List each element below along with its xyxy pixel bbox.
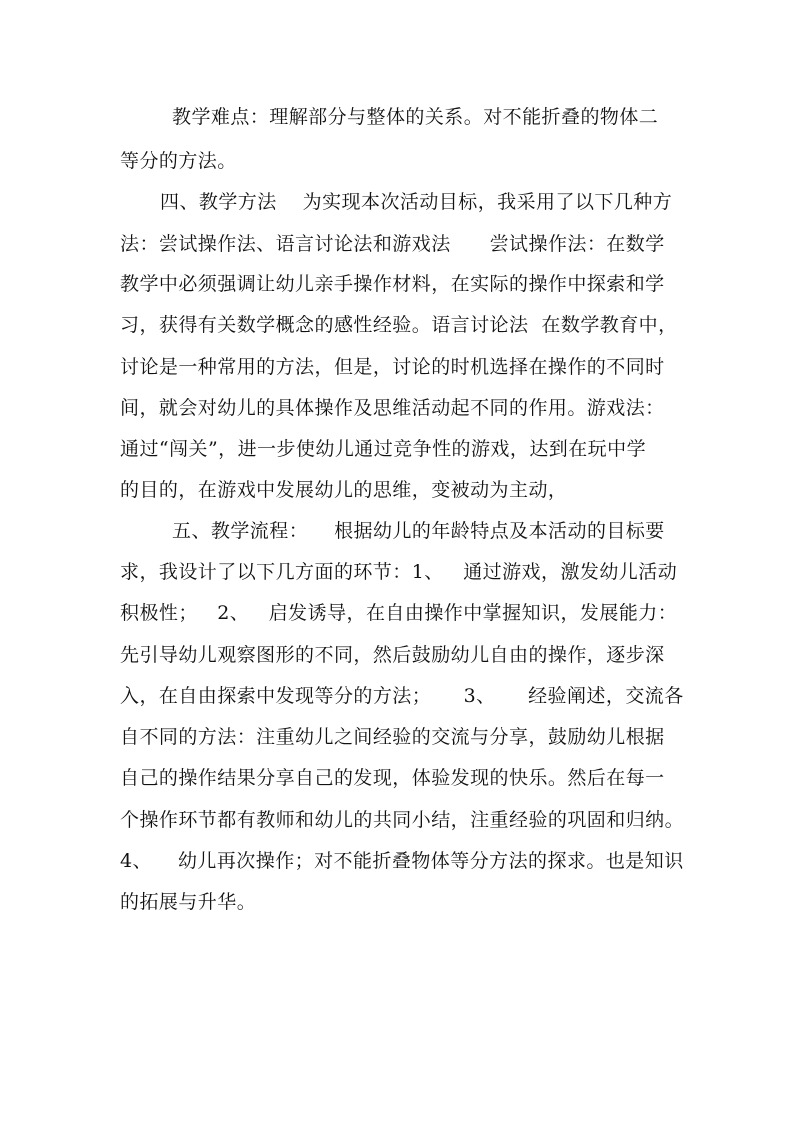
text-line: 习，获得有关数学概念的感性经验。语言讨论法 在数学教育中， [120,314,678,336]
text-line: 的目的，在游戏中发展幼儿的思维，变被动为主动， [120,479,568,501]
text-line: 自不同的方法：注重幼儿之间经验的交流与分享，鼓励幼儿根据 [120,726,665,748]
text-line: 个操作环节都有教师和幼儿的共同小结，注重经验的巩固和归纳。 [120,809,685,831]
text-line: 自己的操作结果分享自己的发现，体验发现的快乐。然后在每一 [120,767,665,789]
text-line: 四、教学方法 为实现本次活动目标，我采用了以下几种方 [160,191,673,213]
text-line: 先引导幼儿观察图形的不同，然后鼓励幼儿自由的操作，逐步深 [120,644,665,666]
text-line: 讨论是一种常用的方法，但是，讨论的时机选择在操作的不同时 [120,356,665,378]
text-line: 的拓展与升华。 [120,891,257,913]
text-line: 间，就会对幼儿的具体操作及思维活动起不同的作用。游戏法： [120,397,665,419]
text-line: 4、 幼儿再次操作；对不能折叠物体等分方法的探求。也是知识 [120,850,684,872]
text-line: 五、教学流程： 根据幼儿的年龄特点及本活动的目标要 [172,520,665,542]
text-line: 入，在自由探索中发现等分的方法； 3、 经验阐述，交流各 [120,685,684,707]
text-line: 积极性； 2、 启发诱导，在自由操作中掌握知识，发展能力： [120,602,678,624]
text-line: 教学难点：理解部分与整体的关系。对不能折叠的物体二 [172,106,659,128]
text-line: 求，我设计了以下几方面的环节：1、 通过游戏，激发幼儿活动 [120,561,678,583]
text-line: 法：尝试操作法、语言讨论法和游戏法 尝试操作法：在数学 [120,233,665,255]
text-line: 通过“闯关”，进一步使幼儿通过竞争性的游戏，达到在玩中学 [120,438,647,460]
text-line: 等分的方法。 [120,150,237,172]
text-line: 教学中必须强调让幼儿亲手操作材料，在实际的操作中探索和学 [120,273,665,295]
